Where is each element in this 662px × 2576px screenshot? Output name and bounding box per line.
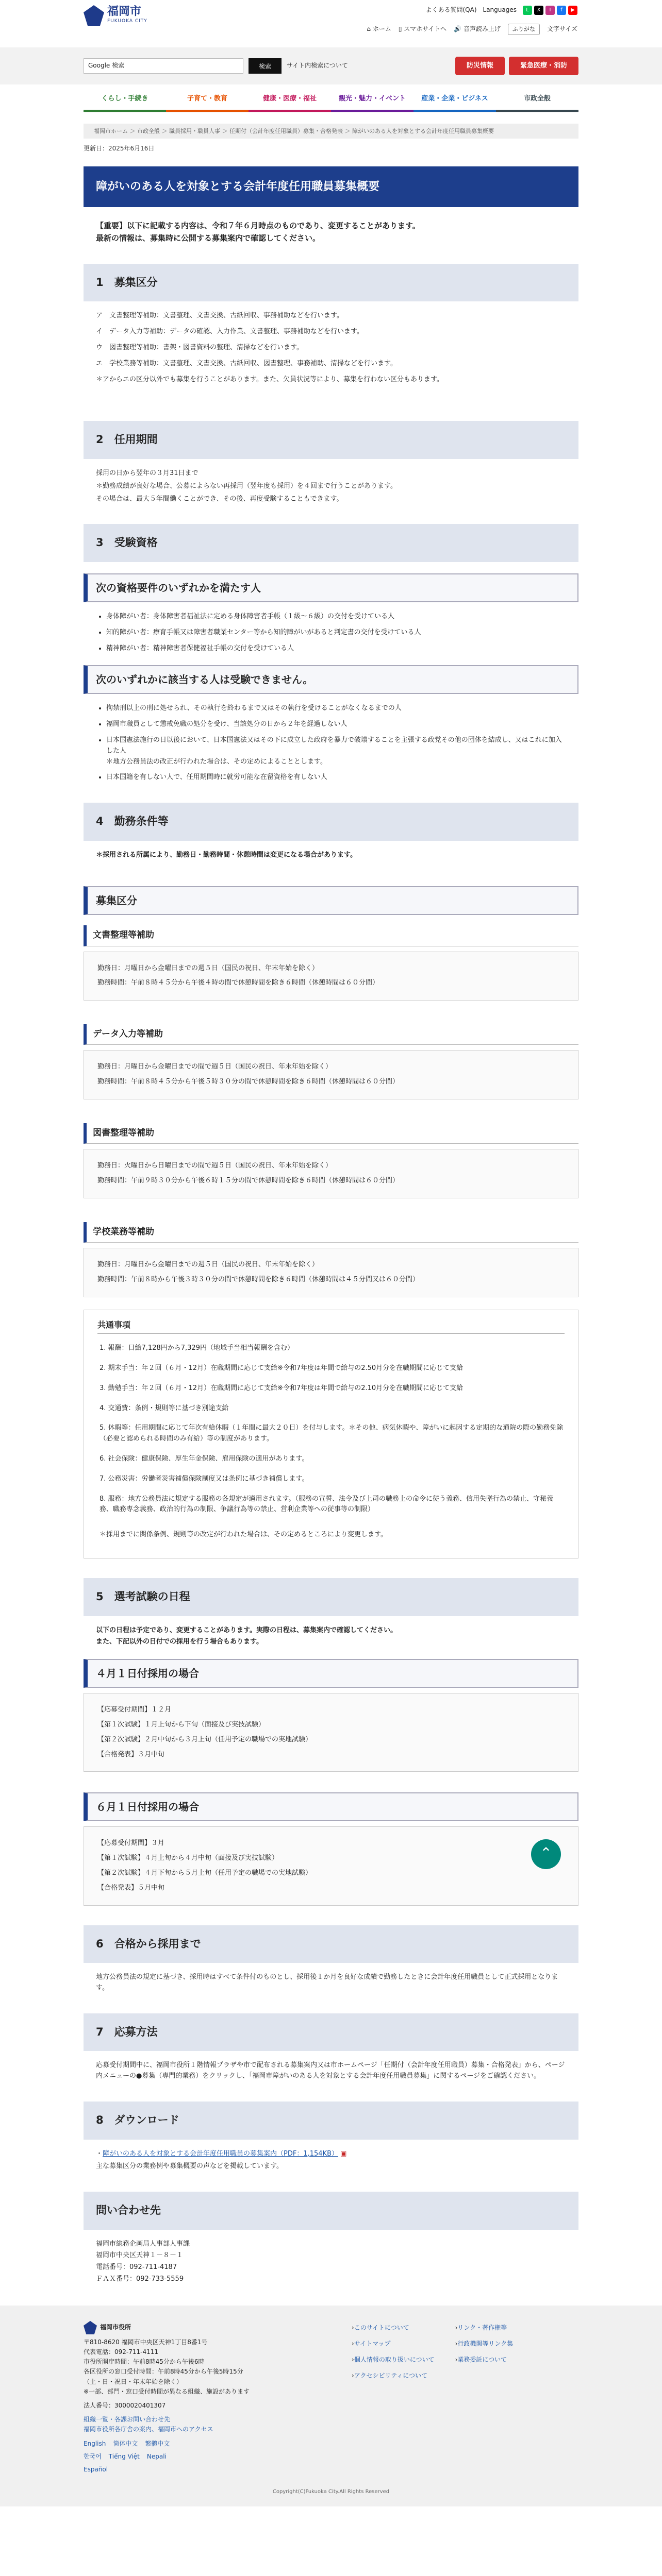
section-heading-1: 1 募集区分 xyxy=(84,264,578,302)
schedule-box xyxy=(84,1826,578,1905)
contact-line: 電話番号：092-711-4187 xyxy=(96,2263,177,2272)
category-heading: 学校業務等補助 xyxy=(84,1222,578,1243)
lang-link[interactable]: 繁體中文 xyxy=(145,2439,170,2447)
category-box xyxy=(84,1248,578,1297)
lang-link[interactable]: Nepali xyxy=(146,2452,167,2460)
list-item: 7. 公務災害：労働者災害補償保険制度又は条例に基づき補償します。 xyxy=(100,1475,309,1483)
list-item: 4. 交通費：条例・規則等に基づき別途支給 xyxy=(100,1404,229,1412)
workday-text: 勤務日：月曜日から金曜日までの間で週５日（国民の祝日、年末年始を除く） xyxy=(97,1063,333,1071)
schedule-lead xyxy=(84,1625,578,1648)
section-heading-6: 6 合格から採用まで xyxy=(84,1925,578,1963)
category-box xyxy=(84,1149,578,1198)
lang-link[interactable]: English xyxy=(84,2439,106,2447)
faq-link[interactable]: よくある質問(QA) xyxy=(425,6,477,13)
contact-body xyxy=(84,2239,578,2285)
voice-reader-link[interactable]: 🔊 音声読み上げ xyxy=(454,25,501,33)
search-input[interactable]: Google 検索 xyxy=(84,58,243,74)
category-heading: 図書整理等補助 xyxy=(84,1123,578,1144)
footer-link[interactable]: このサイトについて xyxy=(354,2324,409,2331)
conditions-note: ＊採用される所属により、勤務日・勤務時間・休憩時間は変更になる場合があります。 xyxy=(96,851,357,859)
util-links xyxy=(367,24,577,35)
schedule-line: 【第２次試験】４月下旬から５月上旬（任用予定の職場での実地試験） xyxy=(97,1869,312,1877)
footer-link[interactable]: リンク・著作権等 xyxy=(457,2324,507,2331)
section-body-2 xyxy=(84,468,578,504)
site-header xyxy=(0,0,662,47)
section-heading-7: 7 応募方法 xyxy=(84,2013,578,2052)
language-links xyxy=(84,2439,187,2475)
access-link[interactable]: 福岡市役所各庁舎の案内、福岡市へのアクセス xyxy=(84,2426,213,2433)
footer-link[interactable]: 個人情報の取り扱いについて xyxy=(354,2356,435,2364)
schedule-line: 【応募受付期間】１２月 xyxy=(97,1706,172,1714)
lead-notice xyxy=(84,219,578,244)
list-item: 5. 休暇等：任用期間に応じて年次有給休暇（１年間に最大２０日）を付与します。＊その他、病気休暇や、障がいに起因する定期的な通院の際の勤務免除（必要と認められる時間のみ有給）等の制度があります。 xyxy=(100,1424,564,1443)
gnav-item-tourism[interactable]: 観光・魅力・イベント xyxy=(331,89,413,112)
schedule-heading: ４月１日付採用の場合 xyxy=(84,1659,578,1688)
lang-link[interactable]: Tiếng Việt xyxy=(108,2452,140,2460)
schedule-line: 【合格発表】３月中旬 xyxy=(97,1750,165,1758)
pdf-download-link[interactable]: 障がいのある人を対象とする会計年度任用職員の募集案内（PDF：1,154KB） xyxy=(103,2149,339,2158)
section-heading-4: 4 勤務条件等 xyxy=(84,803,578,841)
logo-jp: 福岡市 xyxy=(107,5,142,18)
section-heading-5: 5 選考試験の日程 xyxy=(84,1578,578,1616)
schedule-lead-2: また、下記以外の日付での採用を行う場合もあります。 xyxy=(96,1638,263,1646)
footer-link[interactable]: サイトマップ xyxy=(354,2340,391,2348)
footer-address-line: 各区役所の窓口受付時間：午前8時45分から午後5時15分 xyxy=(84,2368,243,2376)
category-heading: データ入力等補助 xyxy=(84,1024,578,1045)
exclusions-list xyxy=(84,703,578,783)
category-box xyxy=(84,1050,578,1099)
schedule-line: 【第２次試験】２月中旬から３月上旬（任用予定の職場での実地試験） xyxy=(97,1735,312,1743)
copyright: Copyright(C)Fukuoka City.All Rights Reserved xyxy=(272,2489,390,2495)
category-box xyxy=(84,952,578,1001)
gnav-item-children[interactable]: 子育て・教育 xyxy=(166,89,249,112)
search-button[interactable]: 検索 xyxy=(249,58,282,74)
page-top-button[interactable]: ⌃ xyxy=(531,1839,561,1869)
contact-heading: 問い合わせ先 xyxy=(84,2192,578,2230)
list-item: 8. 服務：地方公務員法に規定する服務の各規定が適用されます。（服務の宣誓、法令及び上司の職務上の命令に従う義務、信用失墜行為の禁止、守秘義務、職務専念義務、政治的行為の制限、争議行為等の禁止、営利企業等への従事等の制限） xyxy=(100,1495,553,1514)
pdf-icon: ▣ xyxy=(340,2149,347,2158)
city-emblem-icon xyxy=(84,2321,97,2334)
section-body-1 xyxy=(84,311,578,385)
section-heading-2: 2 任用期間 xyxy=(84,421,578,459)
smartphone-link[interactable]: ▯ スマホサイトへ xyxy=(398,25,447,33)
list-item: ウ 図書整理等補助：書架・図書資料の整理、清掃などを行います。 xyxy=(96,343,303,351)
list-item: 1. 報酬：日給7,128円から7,329円（地域手当相当報酬を含む） xyxy=(100,1344,294,1352)
top-links xyxy=(425,5,577,15)
lang-link[interactable]: Español xyxy=(84,2465,108,2473)
list-item: イ データ入力等補助：データの確認、入力作業、文書整理、事務補助などを行います。 xyxy=(96,328,363,336)
footer-address-line: 〒810-8620 福岡市中央区天神1丁目8番1号 xyxy=(84,2338,208,2346)
footer-address-line: （土・日・祝日・年末年始を除く） xyxy=(84,2378,183,2385)
site-logo[interactable] xyxy=(84,5,147,26)
youtube-icon[interactable]: ▶ xyxy=(568,6,577,15)
subheading-categories: 募集区分 xyxy=(84,886,578,915)
term-line-3: その場合は、最大５年間働くことができ、その後、再度受験することもできます。 xyxy=(96,495,343,503)
footer-link[interactable]: 業務委託について xyxy=(457,2356,507,2364)
contact-line: 福岡市中央区天神１－８－１ xyxy=(96,2251,184,2260)
site-footer: 福岡市役所 〒810-8620 福岡市中央区天神1丁目8番1号 代表電話：092-711-4111 市役所開庁時間：午前8時45分から午後6時 各区役所の窓口受付時間：午前8時45分から午後5時15分 （土・日・祝日・年末年始を除く） ※一部、部門・窓口受付時間が異なる組織、施設があります 法人番号：3000020401307 組織一覧・各課お問い合わせ先 福岡市役所各庁舎の案内、福岡市へのアクセス English 简体中文 繁體中文 한국어 Tiếng Việt Nepali Español ›このサイトについて ›サイトマップ ›個人情報の取り扱いについて ›アクセシビリティについて ›リンク・著作権等 ›行政機関等リンク集 ›業務委託について Copyright(C)Fukuoka City.All Rights Reserved xyxy=(0,2306,662,2506)
contact-line: 福岡市総務企画局人事部人事課 xyxy=(96,2240,190,2248)
gnav-item-health[interactable]: 健康・医療・福祉 xyxy=(249,89,331,112)
list-item: • 日本国籍を有しない人で、任用期間時に就労可能な在留資格を有しない人 xyxy=(106,772,566,783)
subheading-exclusions: 次のいずれかに該当する人は受験できません。 xyxy=(84,665,578,694)
list-item: 3. 勤勉手当：年２回（６月・12月）在職期間に応じて支給※令和7年度は年間で給与の2.10月分を在職期間に応じて支給 xyxy=(100,1384,464,1392)
section-body-8: ・障がいのある人を対象とする会計年度任用職員の募集案内（PDF：1,154KB） ▣ 主な募集区分の業務例や募集概要の声などを掲載しています。 xyxy=(84,2149,578,2173)
schedule-box xyxy=(84,1693,578,1772)
list-item: 6. 社会保険：健康保険、厚生年金保険、雇用保険の適用があります。 xyxy=(100,1454,309,1463)
gnav-item-citygov[interactable]: 市政全般 xyxy=(496,89,578,112)
category-heading: 文書整理等補助 xyxy=(84,925,578,946)
section-body-6: 地方公務員法の規定に基づき、採用時はすべて条件付のものとし、採用後１か月を良好な成績で勤務したときに会計年度任用職員として正式採用となります。 xyxy=(96,1973,558,1992)
lead-line-1: 【重要】以下に記載する内容は、令和７年６月時点のものであり、変更することがあります。 xyxy=(96,221,420,230)
section-heading-3: 3 受験資格 xyxy=(84,524,578,562)
search-help-link[interactable]: サイト内検索について xyxy=(287,62,348,70)
breadcrumb[interactable]: 福岡市ホーム ＞ 市政全般 ＞ 職員採用・職員人事 ＞ 任期付（会計年度任用職員）募集・合格発表 ＞ 障がいのある人を対象とする会計年度任用職員募集概要 xyxy=(84,124,578,139)
schedule-line: 【第１次試験】１月上旬から下旬（面接及び実技試験） xyxy=(97,1720,266,1728)
schedule-line: 【第１次試験】４月上旬から４月中旬（面接及び実技試験） xyxy=(97,1854,279,1862)
requirements-list xyxy=(84,612,578,654)
footer-address-line: 代表電話：092-711-4111 xyxy=(84,2348,159,2356)
list-item: • 精神障がい者：精神障害者保健福祉手帳の交付を受けている人 xyxy=(106,643,566,654)
lang-link[interactable]: 简体中文 xyxy=(113,2439,138,2447)
footer-logo: 福岡市役所 xyxy=(84,2321,352,2334)
worktime-text: 勤務時間：午前８時４５分から午後４時の間で休憩時間を除き６時間（休憩時間は６０分間） xyxy=(97,979,379,987)
logo-en: FUKUOKA CITY xyxy=(107,18,147,24)
org-list-link[interactable]: 組織一覧・各課お問い合わせ先 xyxy=(84,2416,171,2424)
schedule-line: 【応募受付期間】３月 xyxy=(97,1839,165,1848)
footer-address-line: ※一部、部門・窓口受付時間が異なる組織、施設があります xyxy=(84,2387,250,2395)
footer-address-line: 市役所開庁時間：午前8時45分から午後6時 xyxy=(84,2358,205,2366)
list-item: • 拘禁刑以上の刑に処せられ、その執行を終わるまで又はその執行を受けることがなくなるまでの人 xyxy=(106,703,566,714)
footer-link[interactable]: アクセシビリティについて xyxy=(354,2372,428,2380)
schedule-lead-1: 以下の日程は予定であり、変更することがあります。実際の日程は、募集案内で確認してください。 xyxy=(96,1626,397,1634)
term-line-2: ＊勤務成績が良好な場合、公募によらない再採用（翌年度も採用）を４回まで行うことがあります。 xyxy=(96,482,397,490)
search-band xyxy=(0,47,662,84)
gnav-item-living[interactable]: くらし・手続き xyxy=(84,89,166,112)
worktime-text: 勤務時間：午前８時４５分から午後５時３０分の間で休憩時間を除き６時間（休憩時間は６０分間） xyxy=(97,1078,400,1086)
list-item: ＊採用までに関係条例、規則等の改定が行われた場合は、その定めるところにより変更します。 xyxy=(100,1531,387,1539)
instagram-icon[interactable]: I xyxy=(545,6,555,15)
workday-text: 勤務日：月曜日から金曜日までの週５日（国民の祝日、年末年始を除く） xyxy=(97,1261,319,1269)
global-nav xyxy=(84,89,578,112)
worktime-text: 勤務時間：午前９時３０分から午後６時１５分の間で休憩時間を除き６時間（休憩時間は６０分間） xyxy=(97,1177,400,1185)
download-note: 主な募集区分の業務例や募集概要の声などを掲載しています。 xyxy=(96,2162,283,2171)
sns-links xyxy=(523,6,577,15)
schedule-heading: ６月１日付採用の場合 xyxy=(84,1792,578,1821)
facebook-icon[interactable]: f xyxy=(557,6,566,15)
footer-link[interactable]: 行政機関等リンク集 xyxy=(457,2340,514,2348)
list-item: • 身体障がい者：身体障害者福祉法に定める身体障害者手帳（１級〜６級）の交付を受けている人 xyxy=(106,612,566,622)
schedule-line: 【合格発表】５月中旬 xyxy=(97,1884,165,1892)
page-title: 障がいのある人を対象とする会計年度任用職員募集概要 xyxy=(84,166,578,207)
disaster-info-button[interactable]: 防災情報 xyxy=(455,57,505,75)
list-item: ア 文書整理等補助：文書整理、文書交換、古紙回収、事務補助などを行います。 xyxy=(96,312,343,320)
city-emblem-icon xyxy=(84,5,104,26)
emergency-button[interactable]: 緊急医療・消防 xyxy=(509,57,578,75)
furigana-button[interactable]: ふりがな xyxy=(508,24,540,35)
workday-text: 勤務日：月曜日から金曜日までの週５日（国民の祝日、年末年始を除く） xyxy=(97,964,319,972)
list-item: 2. 期末手当：年２回（６月・12月）在職期間に応じて支給※令和7年度は年間で給与の2.50月分を在職期間に応じて支給 xyxy=(100,1364,464,1372)
font-size-label: 文字サイズ xyxy=(547,25,577,33)
list-item: エ 学校業務等補助：文書整理、文書交換、古紙回収、図書整理、事務補助、清掃などを行います。 xyxy=(96,359,397,367)
languages-link[interactable]: Languages xyxy=(483,6,517,13)
list-item: • 福岡市職員として懲戒免職の処分を受け、当該処分の日から２年を経過しない人 xyxy=(106,719,566,730)
updated-date: 更新日：2025年6月16日 xyxy=(84,145,155,152)
home-link[interactable]: ⌂ ホーム xyxy=(367,25,391,33)
gnav-item-business[interactable]: 産業・企業・ビジネス xyxy=(413,89,496,112)
common-terms-box xyxy=(84,1310,578,1558)
subheading-requirements: 次の資格要件のいずれかを満たす人 xyxy=(84,573,578,602)
term-line-1: 採用の日から翌年の３月31日まで xyxy=(96,469,198,477)
list-item: • 日本国憲法施行の日以後において、日本国憲法又はその下に成立した政府を暴力で破壊することを主張する政党その他の団体を結成し、又はこれに加入した人 ＊地方公務員法の改正が行われた場合は、その定めによることとします。 xyxy=(106,735,566,767)
section-body-7: 応募受付期間中に、福岡市役所１階情報プラザや市で配布される募集案内又は市ホームページ「任期付（会計年度任用職員）募集・合格発表」から、ページ内メニューの●募集（専門的業務）をクリックし、「福岡市障がいのある人を対象とする会計年度任用職員募集」に関するページをご確認ください。 xyxy=(96,2061,565,2080)
workday-text: 勤務日：火曜日から日曜日までの間で週５日（国民の祝日、年末年始を除く） xyxy=(97,1162,333,1170)
footer-address-line: 法人番号：3000020401307 xyxy=(84,2402,166,2409)
list-item: ＊アからエの区分以外でも募集を行うことがあります。また、欠員状況等により、募集を行わない区分もあります。 xyxy=(96,375,443,383)
section-heading-8: 8 ダウンロード xyxy=(84,2102,578,2140)
list-item: • 知的障がい者：療育手帳又は障害者職業センター等から知的障がいがあると判定書の交付を受けている人 xyxy=(106,628,566,638)
common-terms-title: 共通事項 xyxy=(97,1318,565,1334)
contact-line: ＦＡＸ番号：092-733-5559 xyxy=(96,2275,184,2283)
lang-link[interactable]: 한국어 xyxy=(84,2452,102,2460)
lead-line-2: 最新の情報は、募集時に公開する募集案内で確認してください。 xyxy=(96,233,321,243)
worktime-text: 勤務時間：午前８時から午後３時３０分の間で休憩時間を除き６時間（休憩時間は４５分間又は６０分間） xyxy=(97,1275,420,1283)
x-icon[interactable]: X xyxy=(534,6,543,15)
line-icon[interactable]: L xyxy=(523,6,532,15)
